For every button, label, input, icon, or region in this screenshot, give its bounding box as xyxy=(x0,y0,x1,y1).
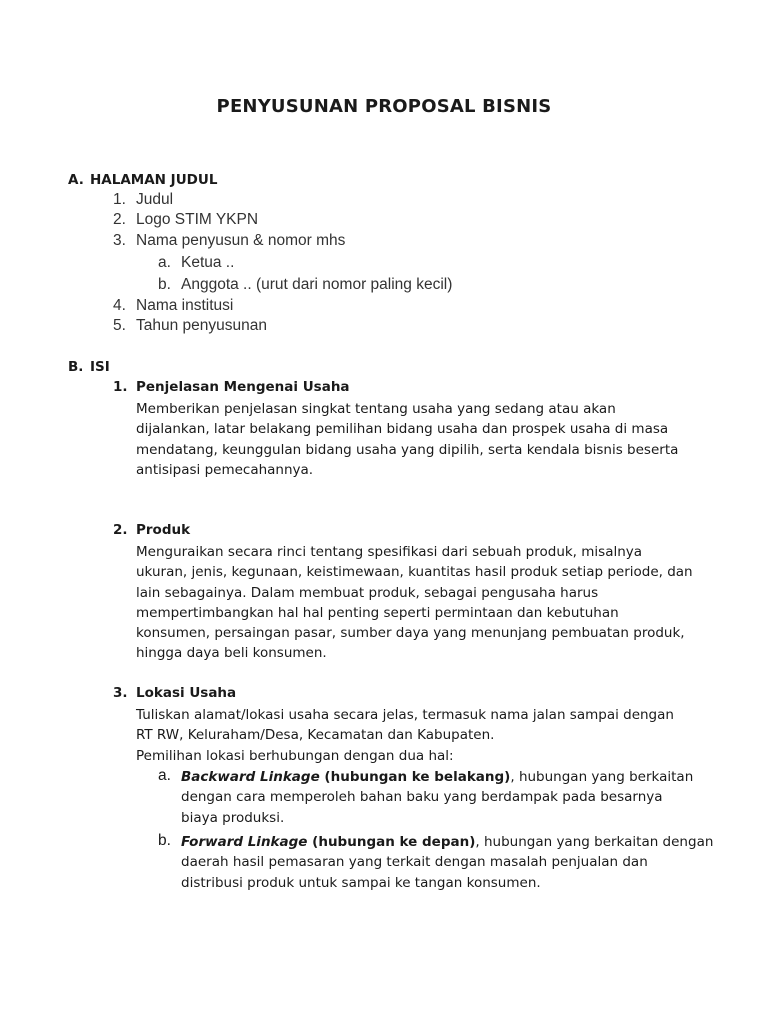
list-number: 1. xyxy=(113,191,126,208)
first-line-rest: , hubungan yang berkaitan dengan xyxy=(475,834,714,850)
term-note: (hubungan ke depan) xyxy=(307,834,476,850)
item-paragraph xyxy=(136,705,674,766)
sub-list-letter: b. xyxy=(158,832,171,849)
paragraph-line: Pemilihan lokasi berhubungan dengan dua hal: xyxy=(136,747,454,764)
item-number: 2. xyxy=(113,522,128,538)
section-a-heading: HALAMAN JUDUL xyxy=(90,172,218,188)
list-text: Nama institusi xyxy=(136,297,234,314)
item-heading: Produk xyxy=(136,522,191,538)
section-b-heading: ISI xyxy=(90,359,110,375)
paragraph-line: daerah hasil pemasaran yang terkait dengan masalah penjualan dan xyxy=(181,854,648,871)
list-text: Nama penyusun & nomor mhs xyxy=(136,232,346,249)
paragraph-line: antisipasi pemecahannya. xyxy=(136,461,314,478)
section-b-marker: B. xyxy=(68,359,84,375)
item-number: 1. xyxy=(113,379,128,395)
paragraph-line: distribusi produk untuk sampai ke tangan konsumen. xyxy=(181,874,541,891)
paragraph-line: biaya produksi. xyxy=(181,809,285,826)
paragraph-line: dengan cara memperoleh bahan baku yang berdampak pada besarnya xyxy=(181,789,663,806)
list-text: Judul xyxy=(136,191,174,208)
paragraph-line: Menguraikan secara rinci tentang spesifikasi dari sebuah produk, misalnya xyxy=(136,544,643,560)
item-paragraph xyxy=(136,399,678,480)
paragraph-line: dijalankan, latar belakang pemilihan bidang usaha dan prospek usaha di masa xyxy=(136,421,669,438)
paragraph-line xyxy=(181,767,693,787)
list-text: Logo STIM YKPN xyxy=(136,211,259,228)
paragraph-line: lain sebagainya. Dalam membuat produk, sebagai pengusaha harus xyxy=(136,584,599,601)
sub-list-letter: b. xyxy=(158,276,171,293)
sub-list-letter: a. xyxy=(158,254,171,271)
list-text: Tahun penyusunan xyxy=(136,317,268,334)
list-number: 2. xyxy=(113,211,126,228)
term-italic: Forward Linkage xyxy=(181,834,308,850)
term-italic: Backward Linkage xyxy=(181,769,320,785)
list-number: 3. xyxy=(113,232,126,249)
sub-list-letter: a. xyxy=(158,767,171,784)
sub-list-text: Anggota .. (urut dari nomor paling kecil) xyxy=(181,276,453,293)
section-a-marker: A. xyxy=(68,172,84,188)
sub-list-text: Ketua .. xyxy=(181,254,235,271)
paragraph-line: RT RW, Keluraham/Desa, Kecamatan dan Kabupaten. xyxy=(136,727,495,744)
list-number: 5. xyxy=(113,317,126,334)
sub-item-paragraph xyxy=(181,767,693,828)
item-paragraph xyxy=(136,542,693,664)
item-number: 3. xyxy=(113,685,128,701)
paragraph-line xyxy=(181,832,713,852)
item-heading: Penjelasan Mengenai Usaha xyxy=(136,379,350,395)
paragraph-line: mempertimbangkan hal hal penting seperti permintaan dan kebutuhan xyxy=(136,604,619,621)
term-note: (hubungan ke belakang) xyxy=(319,769,511,785)
sub-item-paragraph xyxy=(181,832,713,893)
list-number: 4. xyxy=(113,297,126,314)
paragraph-line: ukuran, jenis, kegunaan, keistimewaan, kuantitas hasil produk setiap periode, dan xyxy=(136,564,693,581)
paragraph-line: Memberikan penjelasan singkat tentang usaha yang sedang atau akan xyxy=(136,401,616,417)
paragraph-line: hingga daya beli konsumen. xyxy=(136,645,327,662)
paragraph-line: Tuliskan alamat/lokasi usaha secara jelas, termasuk nama jalan sampai dengan xyxy=(136,707,674,723)
item-heading: Lokasi Usaha xyxy=(136,685,237,701)
first-line-rest: , hubungan yang berkaitan xyxy=(510,769,694,785)
paragraph-line: mendatang, keunggulan bidang usaha yang dipilih, serta kendala bisnis beserta xyxy=(136,441,679,458)
page-title: PENYUSUNAN PROPOSAL BISNIS xyxy=(216,96,552,117)
paragraph-line: konsumen, persaingan pasar, sumber daya yang menunjang pembuatan produk, xyxy=(136,625,685,642)
